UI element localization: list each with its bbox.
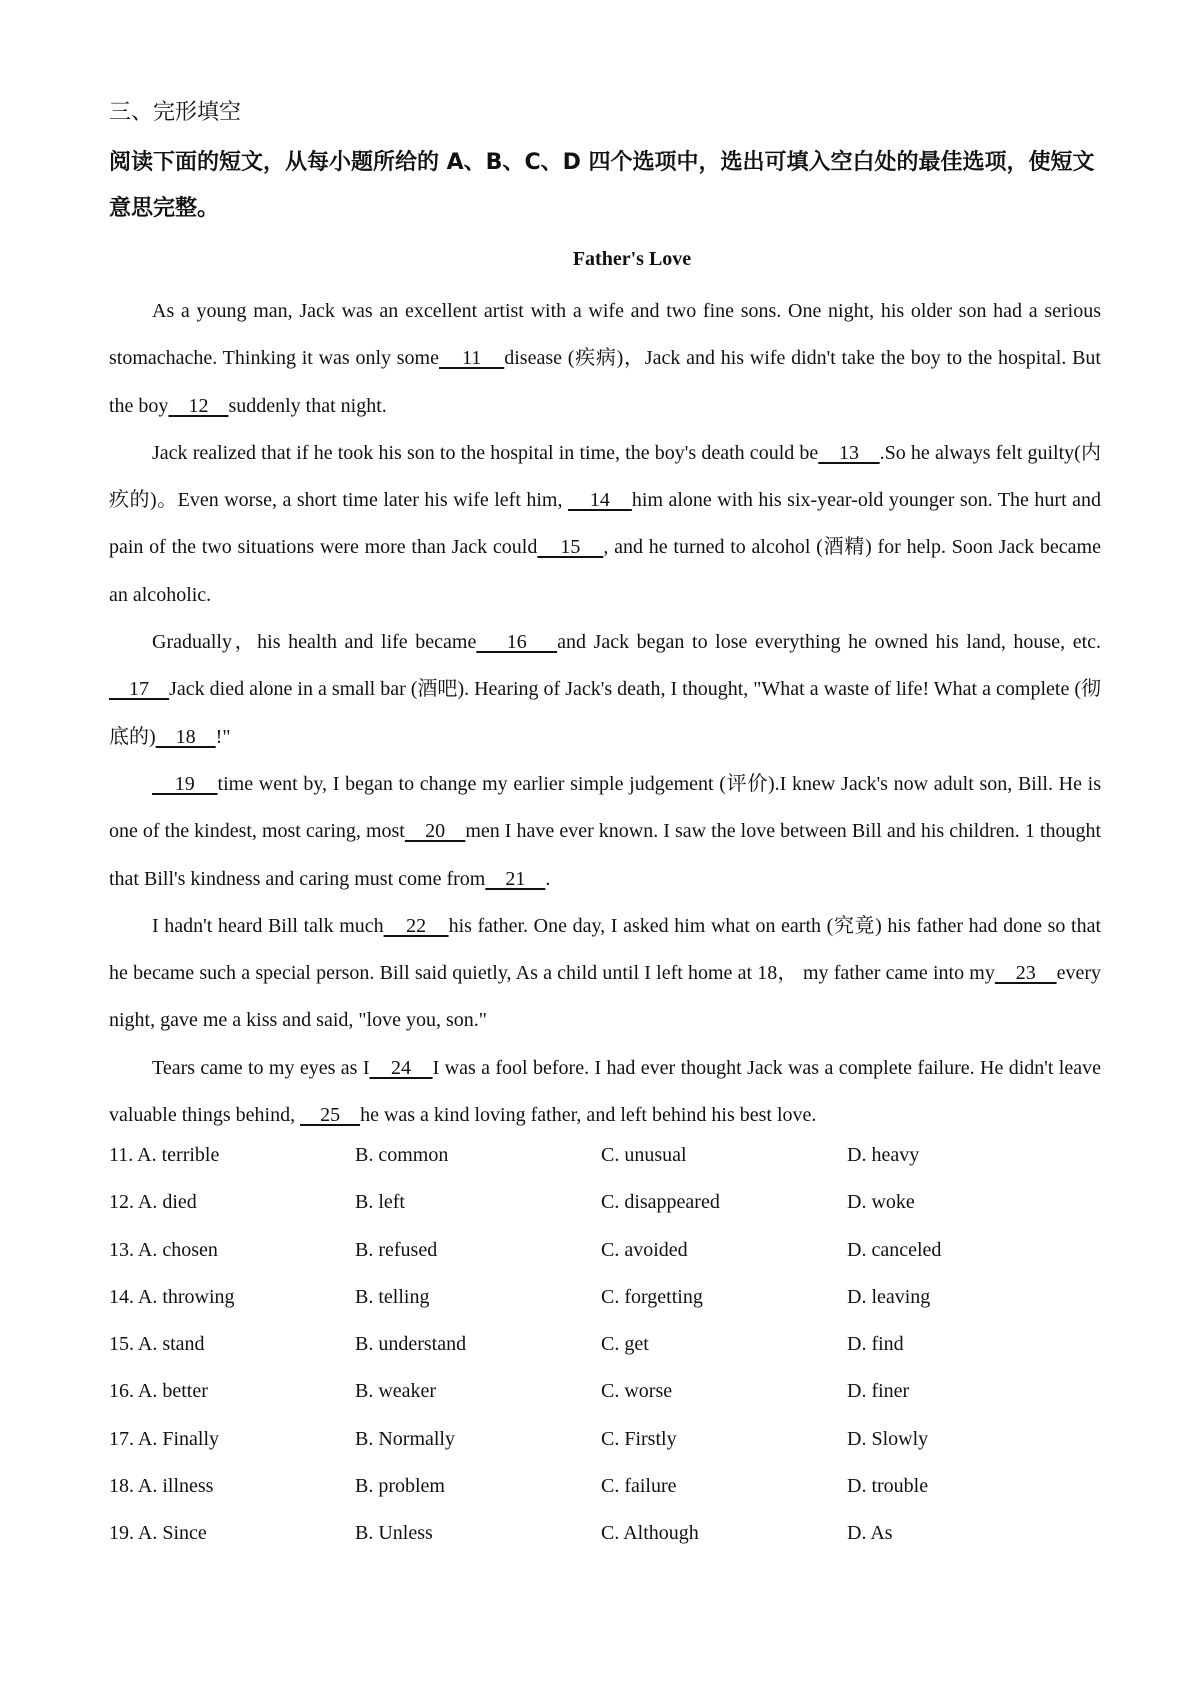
option-row [109, 1469, 1109, 1516]
option-row [109, 1185, 1109, 1232]
option-row [109, 1422, 1109, 1469]
blank-14: 14 [567, 489, 632, 512]
option-d: D. heavy [847, 1144, 920, 1166]
passage-text: I was a fool before. I had ever thought Jack was a complete failure. He didn't leave valuable things behind, [109, 1056, 1101, 1127]
option-row [109, 1374, 1109, 1421]
passage-text: every night, gave me a kiss and said, "love you, son." [109, 962, 1102, 1032]
option-b: B. Normally [355, 1427, 455, 1450]
passage-paragraph [109, 619, 1101, 761]
option-row [109, 1233, 1109, 1280]
option-b: B. understand [355, 1333, 467, 1356]
option-row [109, 1516, 1109, 1563]
passage-text: and Jack began to lose everything he owned his land, house, etc. [557, 631, 1101, 654]
blank-25: 25 [300, 1104, 361, 1127]
option-a: 12. A. died [109, 1191, 197, 1214]
passage-text: !" [215, 725, 231, 748]
article-title: Father's Love [572, 248, 692, 270]
passage-text: him alone with his six-year-old younger son. The hurt and pain of the two situations were more than Jack could [109, 489, 1101, 559]
section-title: 三、完形填空 [109, 100, 242, 125]
passage-paragraph [109, 288, 1101, 430]
options-list [109, 1138, 1109, 1564]
passage-text: I hadn't heard Bill talk much [152, 914, 384, 937]
option-d: D. woke [847, 1191, 915, 1214]
option-c: C. failure [601, 1475, 677, 1498]
option-a: 15. A. stand [109, 1333, 205, 1356]
option-b: B. refused [355, 1238, 438, 1261]
option-row [109, 1327, 1109, 1374]
passage-text: time went by, I began to change my earlier simple judgement (评价).I knew Jack's now adult son, Bill. He is one of the kindest, most caring, most [109, 772, 1101, 843]
blank-22: 22 [383, 914, 449, 937]
option-c: C. Firstly [601, 1427, 677, 1450]
option-a: 19. A. Since [109, 1522, 207, 1545]
option-a: 16. A. better [109, 1380, 208, 1403]
passage-text: men I have ever known. I saw the love between Bill and his children. 1 thought that Bill's kindness and caring must come from [109, 820, 1101, 890]
option-d: D. trouble [847, 1475, 929, 1498]
instructions: 阅读下面的短文，从每小题所给的 A、B、C、D 四个选项中，选出可填入空白处的最佳选项，使短文意思完整。 [109, 150, 1095, 221]
blank-21: 21 [485, 867, 546, 890]
blank-23: 23 [994, 962, 1057, 985]
option-row [109, 1138, 1109, 1185]
passage-text: As a young man, Jack was an excellent artist with a wife and two fine sons. One night, his older son had a serious stomachache. Thinking it was only some [109, 300, 1101, 370]
blank-16: 16 [476, 631, 558, 654]
option-a: 14. A. throwing [109, 1285, 235, 1308]
option-c: C. get [601, 1333, 649, 1356]
blank-11: 11 [438, 347, 505, 370]
option-c: C. Although [601, 1522, 699, 1545]
option-b: B. common [355, 1144, 449, 1166]
blank-13: 13 [818, 441, 880, 464]
blank-18: 18 [155, 725, 216, 748]
option-d: D. finer [847, 1380, 910, 1403]
option-d: D. canceled [847, 1238, 942, 1261]
passage-text: disease (疾病)，Jack and his wife didn't take the boy to the hospital. But the boy [109, 347, 1101, 417]
option-c: C. disappeared [601, 1191, 720, 1214]
passage-text: Jack realized that if he took his son to the hospital in time, the boy's death could be [152, 441, 819, 464]
blank-19: 19 [152, 772, 218, 795]
blank-24: 24 [369, 1056, 433, 1079]
option-row [109, 1280, 1109, 1327]
option-b: B. weaker [355, 1380, 437, 1403]
passage-paragraph [109, 1045, 1101, 1140]
passage-text: Tears came to my eyes as I [152, 1056, 370, 1079]
option-b: B. Unless [355, 1522, 433, 1545]
option-d: D. As [847, 1522, 893, 1545]
passage [109, 288, 1101, 1139]
option-a: 17. A. Finally [109, 1427, 220, 1450]
option-c: C. unusual [601, 1144, 687, 1166]
option-b: B. left [355, 1191, 405, 1214]
passage-text: .So he always felt guilty(内疚的)。Even worse, a short time later his wife left him, [109, 441, 1101, 512]
option-d: D. find [847, 1333, 904, 1356]
passage-paragraph [109, 430, 1101, 619]
option-a: 18. A. illness [109, 1475, 214, 1498]
blank-12: 12 [168, 394, 229, 417]
option-c: C. worse [601, 1380, 673, 1403]
option-b: B. problem [355, 1475, 445, 1498]
option-c: C. avoided [601, 1238, 688, 1261]
blank-15: 15 [537, 536, 604, 559]
option-a: 11. A. terrible [109, 1144, 220, 1166]
passage-text: Gradually，his health and life became [152, 631, 477, 654]
passage-text: he was a kind loving father, and left behind his best love. [360, 1104, 817, 1127]
passage-text: his father. One day, I asked him what on earth (究竟) his father had done so that he became such a special person. Bill said quietly, As a child until I left home at 18， my father came into my [109, 914, 1102, 985]
passage-paragraph [109, 903, 1101, 1045]
option-b: B. telling [355, 1285, 430, 1308]
blank-20: 20 [404, 820, 466, 843]
passage-text: , and he turned to alcohol (酒精) for help. Soon Jack became an alcoholic. [109, 536, 1101, 606]
passage-text: . [545, 867, 551, 890]
passage-paragraph [109, 761, 1101, 903]
option-d: D. leaving [847, 1285, 931, 1308]
blank-17: 17 [109, 678, 170, 701]
passage-text: suddenly that night. [228, 394, 387, 417]
option-d: D. Slowly [847, 1427, 929, 1450]
option-c: C. forgetting [601, 1285, 703, 1308]
option-a: 13. A. chosen [109, 1238, 218, 1261]
passage-text: Jack died alone in a small bar (酒吧). Hearing of Jack's death, I thought, "What a waste of life! What a complete (彻底的) [109, 678, 1101, 748]
